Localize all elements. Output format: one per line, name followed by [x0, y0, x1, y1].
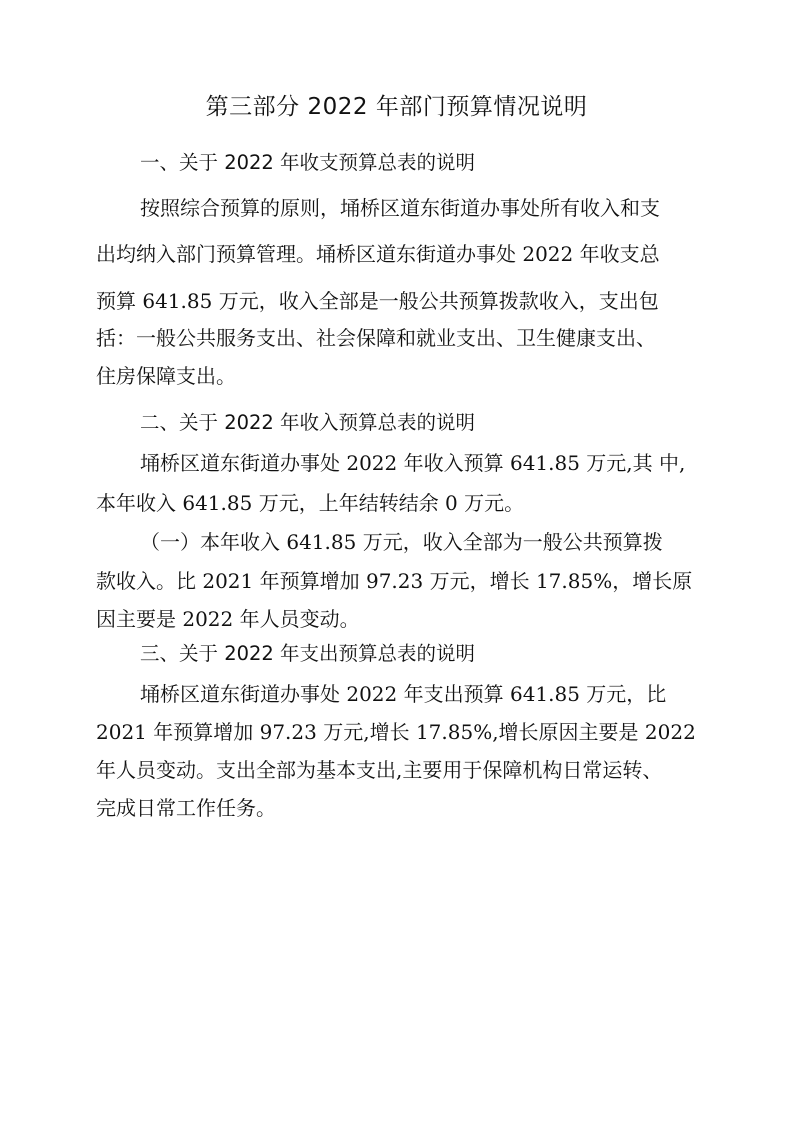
section-3-line-1: 埇桥区道东街道办事处 2022 年支出预算 641.85 万元，比 — [140, 682, 667, 706]
page-title: 第三部分 2022 年部门预算情况说明 — [205, 94, 588, 120]
section-1-line-3: 预算 641.85 万元，收入全部是一般公共预算拨款收入，支出包 — [96, 289, 659, 313]
section-2-heading: 二、关于 2022 年收入预算总表的说明 — [140, 411, 476, 434]
section-1-line-5: 住房保障支出。 — [96, 364, 236, 388]
section-2-line-5: 因主要是 2022 年人员变动。 — [96, 607, 360, 631]
section-1-line-2: 出均纳入部门预算管理。埇桥区道东街道办事处 2022 年收支总 — [96, 242, 660, 266]
section-2-line-2: 本年收入 641.85 万元，上年结转结余 0 万元。 — [96, 491, 525, 515]
section-3-heading: 三、关于 2022 年支出预算总表的说明 — [140, 642, 476, 665]
section-2-line-4: 款收入。比 2021 年预算增加 97.23 万元，增长 17.85%，增长原 — [96, 569, 693, 593]
section-2-line-3: （一）本年收入 641.85 万元，收入全部为一般公共预算拨 — [140, 530, 663, 554]
section-3-line-3: 年人员变动。支出全部为基本支出,主要用于保障机构日常运转、 — [96, 758, 663, 782]
section-3-line-4: 完成日常工作任务。 — [96, 796, 276, 820]
section-3-line-2: 2021 年预算增加 97.23 万元,增长 17.85%,增长原因主要是 2022 — [96, 720, 696, 744]
section-2-line-1: 埇桥区道东街道办事处 2022 年收入预算 641.85 万元,其 中, — [140, 451, 686, 475]
section-1-heading: 一、关于 2022 年收支预算总表的说明 — [140, 151, 476, 174]
section-1-line-4: 括：一般公共服务支出、社会保障和就业支出、卫生健康支出、 — [96, 326, 656, 350]
section-1-line-1: 按照综合预算的原则，埇桥区道东街道办事处所有收入和支 — [140, 196, 660, 220]
